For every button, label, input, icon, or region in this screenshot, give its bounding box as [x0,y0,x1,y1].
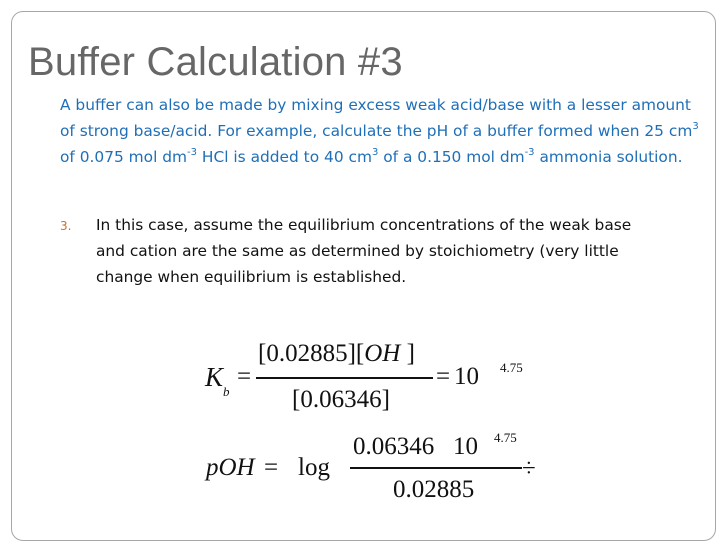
intro-sup-2: -3 [187,146,198,158]
intro-paragraph [60,92,710,170]
poh-equals: = [264,454,279,481]
poh-divide-sign: ÷ [522,455,536,482]
poh-numerator-exponent: 4.75 [494,430,517,445]
point-number: 3. [60,219,72,233]
kb-numerator-oh: OH [364,340,401,367]
intro-sup-4: -3 [524,146,535,158]
point-text: In this case, assume the equilibrium concentrations of the weak base and cation are the same as determined by stoichiometry (very little change when equilibrium is established. [96,216,632,286]
kb-denominator: [0.06346] [292,386,390,413]
kb-fraction-bar [256,377,433,379]
intro-text-3: HCl is added to 40 cm [197,148,372,166]
kb-numerator-close: ] [400,340,415,367]
poh-fraction-bar [350,467,522,469]
poh-denominator: 0.02885 [393,476,475,503]
intro-text-5: ammonia solution. [534,148,683,166]
intro-sup-3: 3 [371,146,379,158]
poh-symbol: pOH [206,454,255,481]
numbered-point [60,212,660,290]
intro-text-2: of 0.075 mol dm [60,148,188,166]
slide-title: Buffer Calculation #3 [28,40,403,84]
intro-text-1: A buffer can also be made by mixing excess weak acid/base with a lesser amount of strong base/acid. For example, calculate the pH of a buffer formed when 25 cm [60,96,693,140]
kb-rhs-exponent: 4.75 [500,360,523,375]
kb-symbol: K [205,362,224,392]
kb-numerator [258,340,415,368]
kb-subscript: b [223,384,230,399]
kb-rhs-equals: = [436,363,451,390]
kb-numerator-value: [0.02885][ [258,340,365,367]
intro-text-4: of a 0.150 mol dm [378,148,525,166]
kb-rhs-base: 10 [454,363,479,390]
poh-log: log [298,454,330,481]
kb-equals: = [237,363,252,390]
poh-numerator: 0.06346 10 [353,433,478,460]
intro-sup-1: 3 [692,120,699,132]
